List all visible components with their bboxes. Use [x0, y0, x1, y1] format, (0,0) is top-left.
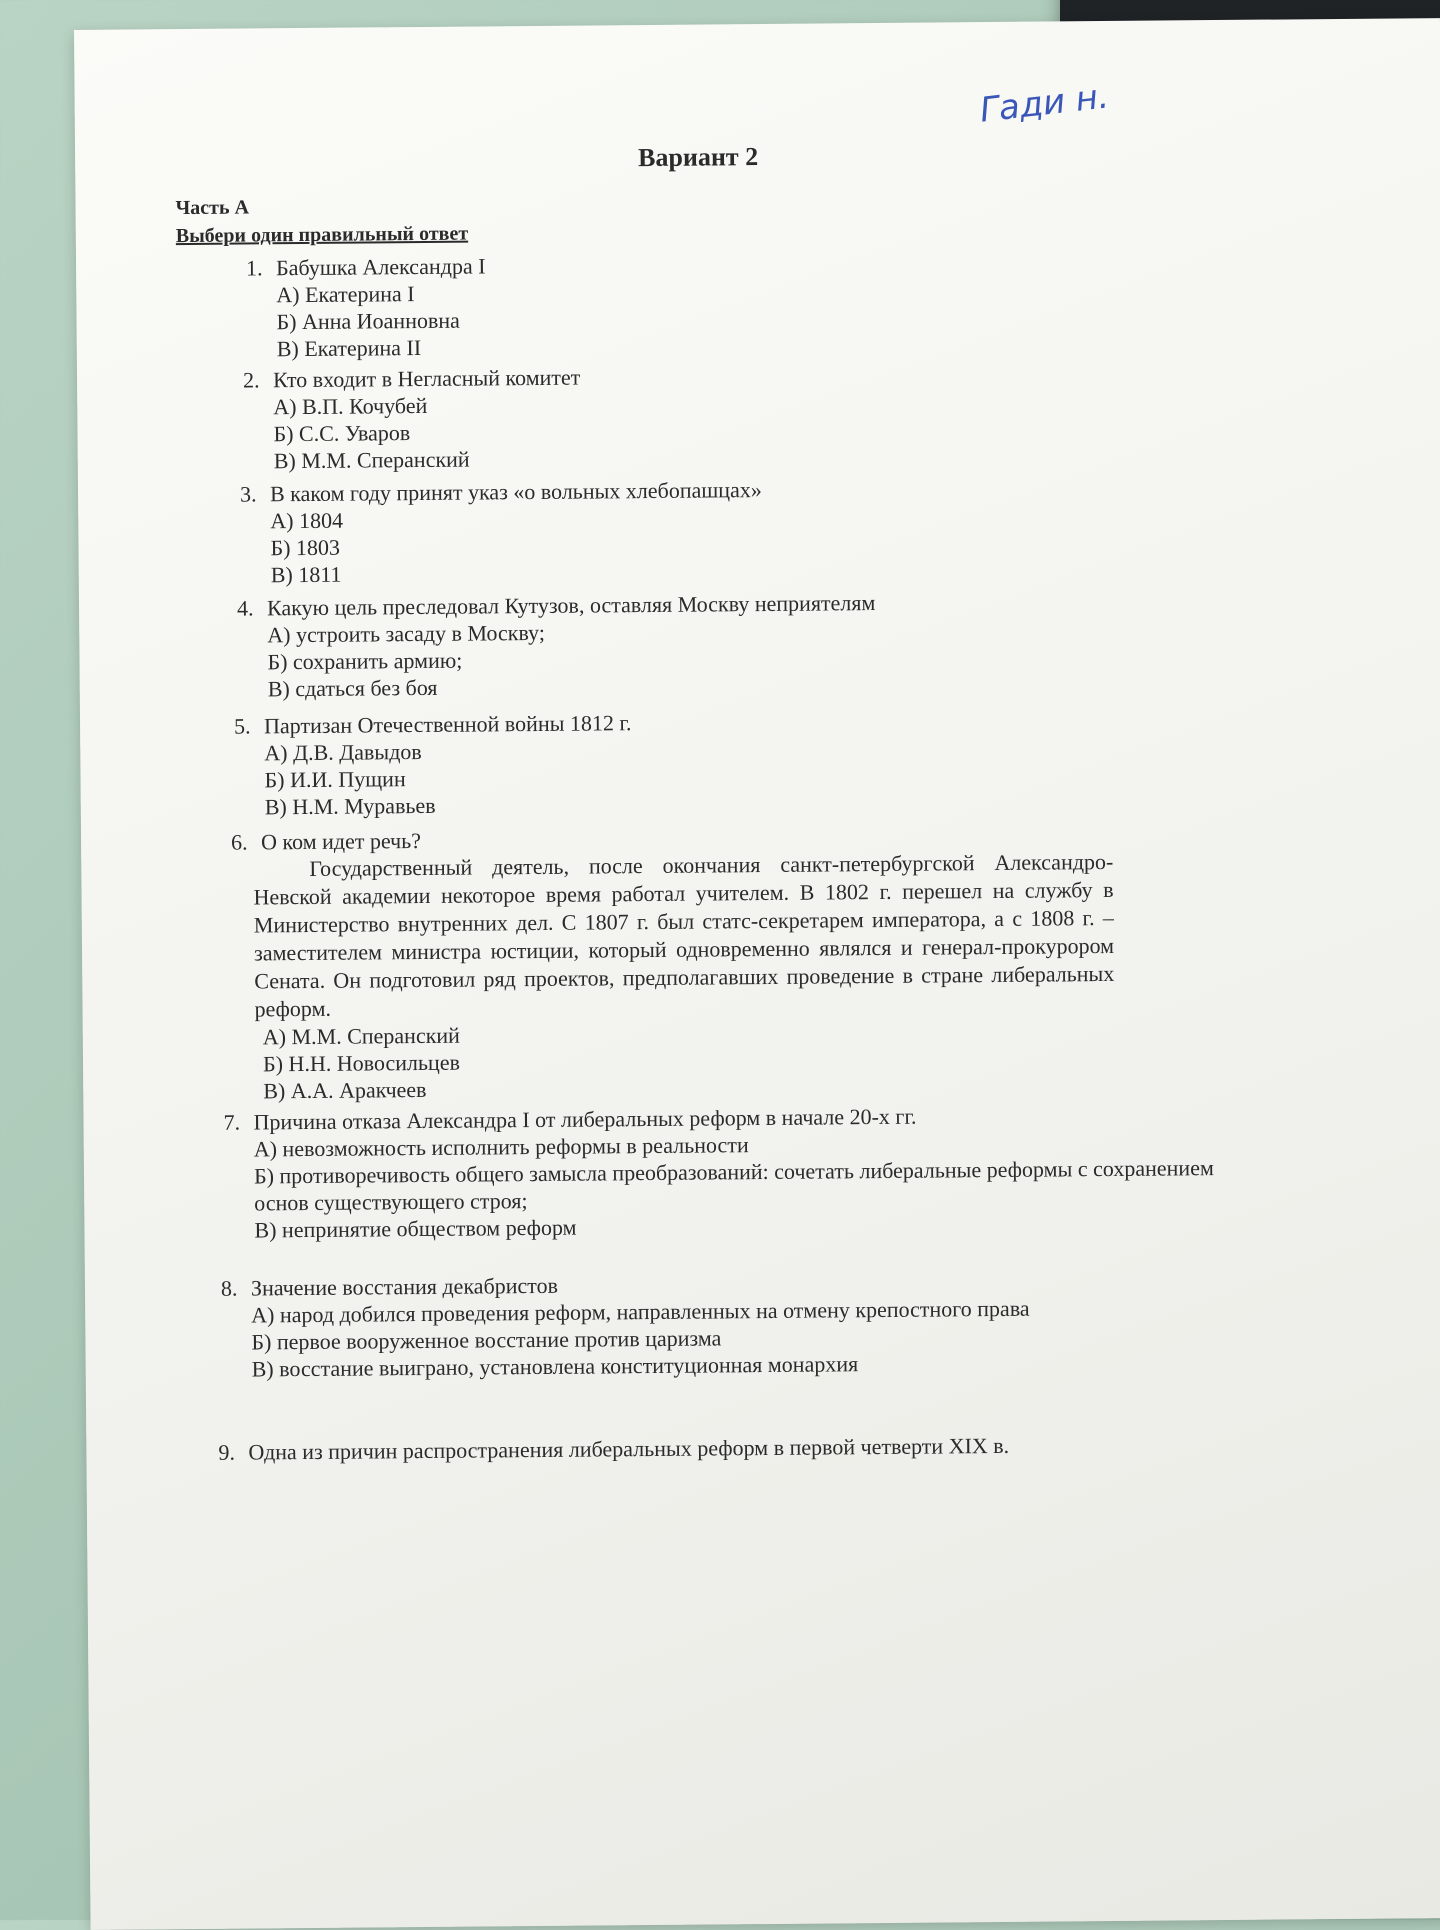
question-text: Бабушка Александра I: [275, 253, 486, 281]
question-text: Какую цель преследовал Кутузов, оставляя Москву неприятелям: [266, 590, 876, 621]
question-number: 1.: [245, 255, 263, 281]
answer-option: Б) первое вооруженное восстание против царизма: [251, 1325, 722, 1355]
question-number: 8.: [220, 1275, 238, 1301]
answer-option: А) народ добился проведения реформ, направленных на отмену крепостного права: [251, 1295, 1030, 1328]
variant-title: Вариант 2: [637, 142, 759, 173]
question-number: 3.: [239, 481, 257, 507]
answer-option: А) устроить засаду в Москву;: [267, 619, 545, 648]
question-4: [237, 589, 876, 703]
question-8: [221, 1266, 1242, 1383]
question-number: 2.: [242, 367, 260, 393]
question-paragraph: [253, 848, 1114, 1023]
answer-option: В) А.А. Аракчеев: [263, 1076, 427, 1104]
question-text: В каком году принят указ «о вольных хлебопашцах»: [269, 477, 762, 507]
paragraph-text: Государственный деятель, после окончания санкт-петербургской Александро-Невской академии некоторое время работал учителем. В 1802 г. перешел на службу в Министерство внутренних дел. С 1807 г. был статс-секретарем императора, а с 1808 г. – заместителем министра юстиции, который одновременно являлся и генерал-прокурором Сената. Он подготовил ряд проектов, предполагавших проведение в стране либеральных реформ.: [253, 848, 1115, 1022]
question-text: Значение восстания декабристов: [250, 1272, 559, 1301]
answer-option: В) Екатерина II: [276, 334, 422, 362]
answer-option: Б) Анна Иоанновна: [276, 307, 460, 335]
part-label: Часть А: [175, 196, 250, 220]
answer-option: Б) противоречивость общего замысла преобразований: сочетать либеральные реформы с сохранением основ существующего строя;: [253, 1155, 1214, 1216]
question-number: 7.: [223, 1109, 241, 1135]
question-number: 6.: [230, 829, 248, 855]
question-text: Кто входит в Негласный комитет: [272, 364, 581, 393]
answer-option: В) Н.М. Муравьев: [264, 792, 436, 820]
answer-option: А) Екатерина I: [276, 281, 415, 308]
answer-option: А) 1804: [270, 507, 344, 534]
answer-option: А) М.М. Сперанский: [262, 1022, 460, 1050]
answer-option: В) восстание выиграно, установлена конституционная монархия: [251, 1351, 859, 1382]
question-3: [240, 476, 763, 589]
question-1: [246, 252, 486, 362]
answer-option: Б) И.И. Пущин: [264, 766, 406, 793]
question-text: Одна из причин распространения либеральных реформ в первой четверти XIX в.: [248, 1432, 1010, 1465]
answer-option: В) 1811: [270, 561, 342, 588]
answer-option: В) непринятие обществом реформ: [254, 1214, 577, 1243]
answer-option: Б) С.С. Уваров: [273, 420, 411, 447]
answer-option: А) Д.В. Давыдов: [264, 738, 422, 766]
question-text: Партизан Отечественной войны 1812 г.: [263, 710, 632, 739]
question-2: [243, 364, 581, 475]
answer-option: В) сдаться без боя: [267, 674, 438, 702]
answer-option: А) В.П. Кочубей: [273, 392, 428, 420]
answer-option: В) М.М. Сперанский: [273, 446, 470, 474]
exam-sheet: [74, 18, 1440, 1930]
question-number: 4.: [236, 595, 254, 621]
question-6: [231, 821, 1115, 1105]
handwritten-note: Гади н.: [977, 76, 1111, 131]
answer-option: Б) сохранить армию;: [267, 647, 463, 675]
answer-option: А) невозможность исполнить реформы в реальности: [253, 1132, 749, 1162]
question-text: О ком идет речь?: [260, 828, 422, 855]
instruction: Выбери один правильный ответ: [175, 222, 469, 248]
answer-option: Б) Н.Н. Новосильцев: [262, 1049, 461, 1077]
question-7: [223, 1100, 1224, 1244]
question-9: [218, 1430, 1258, 1466]
question-number: 5.: [233, 713, 251, 739]
question-text: Причина отказа Александра I от либеральных реформ в начале 20-х гг.: [253, 1103, 917, 1135]
question-5: [234, 709, 632, 820]
question-number: 9.: [218, 1439, 236, 1465]
answer-option: Б) 1803: [270, 534, 341, 561]
